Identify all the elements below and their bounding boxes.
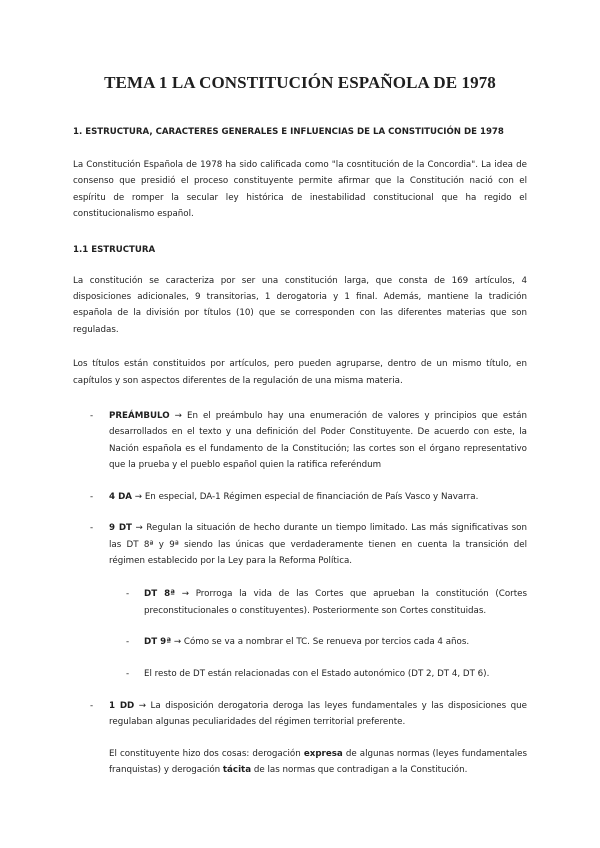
note-text: de algunas normas (leyes fundamentales franquistas) y derogación bbox=[109, 748, 527, 776]
note-bold-tacita: tácita bbox=[222, 765, 252, 776]
list-item-da bbox=[73, 489, 527, 505]
item-text: → En el preámbulo hay una enumeración de valores y principios que están desarrollados en el texto y una definición del Poder Constituyente. De acuerdo con este, la Nación española es el fundamento de la Constitución; las cortes son el órgano representativo que la prueba y el pueblo español quien la ratifica referéndum bbox=[109, 411, 527, 471]
list-item-dt bbox=[73, 520, 527, 569]
item-label: 4 DA bbox=[109, 491, 133, 502]
note-bold-expresa: expresa bbox=[303, 748, 343, 759]
item-text: → Regulan la situación de hecho durante un tiempo limitado. Las más significativas son las DT 8ª y 9ª siendo las únicas que verdaderamente tienen en cuenta la transición del régimen establecido por la Ley para la Reforma Política. bbox=[109, 523, 527, 566]
item-text: → Cómo se va a nombrar el TC. Se renueva por tercios cada 4 años. bbox=[171, 637, 470, 648]
sub-item-dt8 bbox=[73, 586, 527, 619]
item-text: → En especial, DA-1 Régimen especial de financiación de País Vasco y Navarra. bbox=[132, 491, 479, 502]
note-text: de las normas que contradigan a la Constitución. bbox=[251, 765, 468, 776]
item-text: El resto de DT están relacionadas con el Estado autonómico (DT 2, DT 4, DT 6). bbox=[144, 668, 490, 679]
intro-paragraph: La Constitución Española de 1978 ha sido calificada como "la cosntitución de la Concordia". La idea de consenso que presidió el proceso constituyente permite afirmar que la Constitución nació con el espíritu de romper la secular ley histórica de inestabilidad constitucional que ha regido el constitucionalismo español. bbox=[73, 160, 527, 220]
sub-item-dt-rest bbox=[73, 666, 527, 682]
item-label: 9 DT bbox=[109, 523, 132, 534]
bullet-dash: - bbox=[90, 411, 94, 422]
bullet-dash: - bbox=[90, 700, 94, 711]
list-item-preambulo bbox=[73, 408, 527, 474]
item-label: DT 8ª bbox=[144, 589, 176, 600]
item-text: → La disposición derogatoria deroga las leyes fundamentales y las disposiciones que regulaban algunas peculiaridades del régimen territorial preferente. bbox=[109, 700, 528, 728]
section-heading-1: 1. ESTRUCTURA, CARACTERES GENERALES E INFLUENCIAS DE LA CONSTITUCIÓN DE 1978 bbox=[73, 127, 504, 137]
bullet-dash: - bbox=[126, 589, 130, 600]
item-text: → Prorroga la vida de las Cortes que aprueban la constitución (Cortes preconstitucionales o constituyentes). Posteriormente son Cortes constituidas. bbox=[144, 589, 527, 616]
bullet-list bbox=[73, 408, 527, 731]
derogation-note bbox=[73, 746, 527, 779]
bullet-dash: - bbox=[126, 668, 130, 679]
item-label: 1 DD bbox=[109, 700, 135, 711]
document-title: TEMA 1 LA CONSTITUCIÓN ESPAÑOLA DE 1978 bbox=[104, 73, 496, 92]
note-text: El constituyente hizo dos cosas: derogación bbox=[109, 748, 304, 759]
sub-item-dt9 bbox=[73, 634, 527, 650]
structure-paragraph: La constitución se caracteriza por ser una constitución larga, que consta de 169 artículos, 4 disposiciones adicionales, 9 transitorias, 1 derogatoria y 1 final. Además, mantiene la tradición española de la división por títulos (10) que se corresponden con las diferentes materias que son reguladas. bbox=[73, 275, 527, 335]
bullet-dash: - bbox=[90, 491, 94, 502]
section-heading-1-1: 1.1 ESTRUCTURA bbox=[73, 244, 156, 255]
bullet-dash: - bbox=[126, 637, 130, 648]
titles-paragraph: Los títulos están constituidos por artículos, pero pueden agruparse, dentro de un mismo título, en capítulos y son aspectos diferentes de la regulación de una misma materia. bbox=[73, 359, 527, 386]
item-label: PREÁMBULO bbox=[109, 411, 170, 422]
list-item-dd bbox=[73, 698, 527, 731]
bullet-dash: - bbox=[90, 523, 94, 534]
item-label: DT 9ª bbox=[144, 637, 172, 648]
